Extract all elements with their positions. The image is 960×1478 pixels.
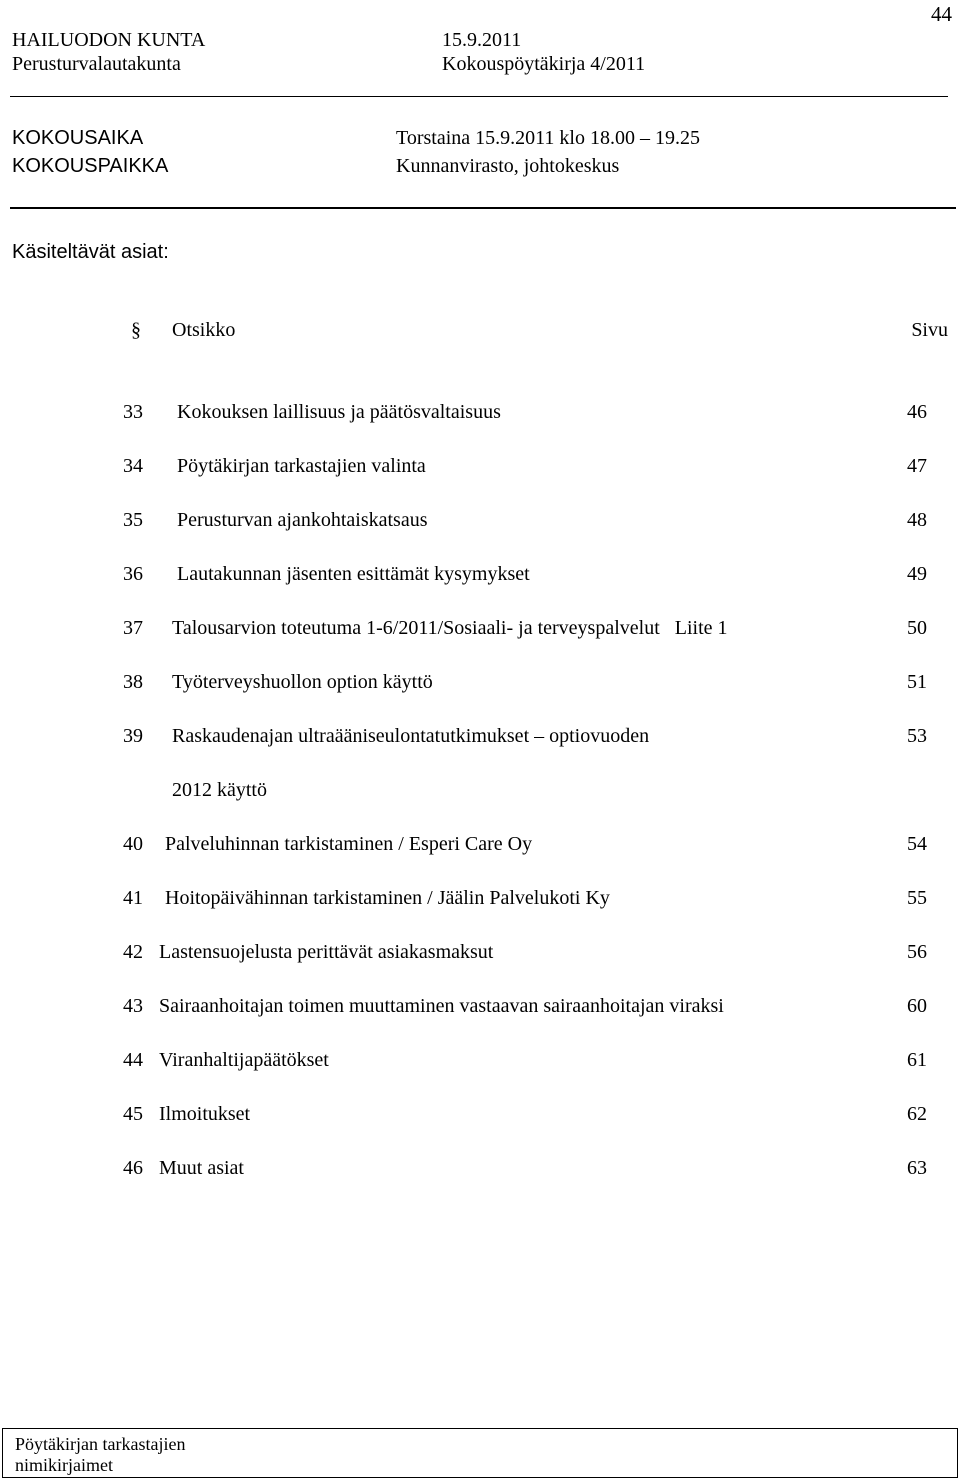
- item-page: 54: [907, 833, 927, 855]
- footer-initials-box: [2, 1428, 958, 1478]
- item-number: 40: [123, 833, 143, 855]
- item-page: 50: [907, 617, 927, 639]
- item-number: 42: [123, 941, 143, 963]
- item-page: 61: [907, 1049, 927, 1071]
- item-page: 49: [907, 563, 927, 585]
- footer-label-line2: nimikirjaimet: [15, 1455, 113, 1475]
- agenda-heading: Käsiteltävät asiat:: [12, 241, 169, 263]
- item-title: Palveluhinnan tarkistaminen / Esperi Care Oy: [165, 833, 533, 855]
- meeting-place-value: Kunnanvirasto, johtokeskus: [396, 155, 620, 177]
- item-number: 37: [123, 617, 143, 639]
- item-title: Työterveyshuollon option käyttö: [172, 671, 433, 693]
- section-symbol: §: [131, 319, 141, 341]
- item-number: 43: [123, 995, 143, 1017]
- item-number: 46: [123, 1157, 143, 1179]
- item-title: Lautakunnan jäsenten esittämät kysymykset: [177, 563, 530, 585]
- item-page: 46: [907, 401, 927, 423]
- item-title: Hoitopäivähinnan tarkistaminen / Jäälin Palvelukoti Ky: [165, 887, 610, 909]
- item-title: Viranhaltijapäätökset: [159, 1049, 329, 1071]
- item-page: 56: [907, 941, 927, 963]
- item-number: 33: [123, 401, 143, 423]
- item-page: 63: [907, 1157, 927, 1179]
- document-title: Kokouspöytäkirja 4/2011: [442, 53, 646, 75]
- item-title: Sairaanhoitajan toimen muuttaminen vastaavan sairaanhoitajan viraksi: [159, 995, 724, 1017]
- column-header-page: Sivu: [911, 319, 948, 341]
- item-number: 34: [123, 455, 143, 477]
- item-page: 48: [907, 509, 927, 531]
- header-date: 15.9.2011: [442, 29, 522, 51]
- item-number: 36: [123, 563, 143, 585]
- item-page: 47: [907, 455, 927, 477]
- item-number: 38: [123, 671, 143, 693]
- item-title: Perusturvan ajankohtaiskatsaus: [177, 509, 428, 531]
- item-title: Kokouksen laillisuus ja päätösvaltaisuus: [177, 401, 501, 423]
- item-number: 39: [123, 725, 143, 747]
- header-divider: [10, 96, 948, 97]
- item-page: 51: [907, 671, 927, 693]
- meeting-place-label: KOKOUSPAIKKA: [12, 155, 169, 177]
- item-number: 41: [123, 887, 143, 909]
- item-page: 53: [907, 725, 927, 747]
- item-title: Talousarvion toteutuma 1-6/2011/Sosiaali- ja terveyspalvelut Liite 1: [172, 617, 728, 639]
- board-name: Perusturvalautakunta: [12, 53, 181, 75]
- column-header-title: Otsikko: [172, 319, 236, 341]
- footer-label-line1: Pöytäkirjan tarkastajien: [15, 1434, 186, 1454]
- item-number: 35: [123, 509, 143, 531]
- meeting-time-value: Torstaina 15.9.2011 klo 18.00 – 19.25: [396, 127, 700, 149]
- item-title: Muut asiat: [159, 1157, 244, 1179]
- item-number: 45: [123, 1103, 143, 1125]
- meeting-divider: [10, 207, 956, 209]
- item-page: 60: [907, 995, 927, 1017]
- item-title-continuation: 2012 käyttö: [172, 779, 267, 801]
- item-title: Lastensuojelusta perittävät asiakasmaksut: [159, 941, 494, 963]
- item-title: Raskaudenajan ultraääniseulontatutkimukset – optiovuoden: [172, 725, 650, 747]
- item-page: 55: [907, 887, 927, 909]
- item-title: Ilmoitukset: [159, 1103, 251, 1125]
- page-number: 44: [931, 2, 952, 26]
- municipality-name: HAILUODON KUNTA: [12, 29, 206, 51]
- meeting-time-label: KOKOUSAIKA: [12, 127, 144, 149]
- item-page: 62: [907, 1103, 927, 1125]
- item-number: 44: [123, 1049, 143, 1071]
- item-title: Pöytäkirjan tarkastajien valinta: [177, 455, 426, 477]
